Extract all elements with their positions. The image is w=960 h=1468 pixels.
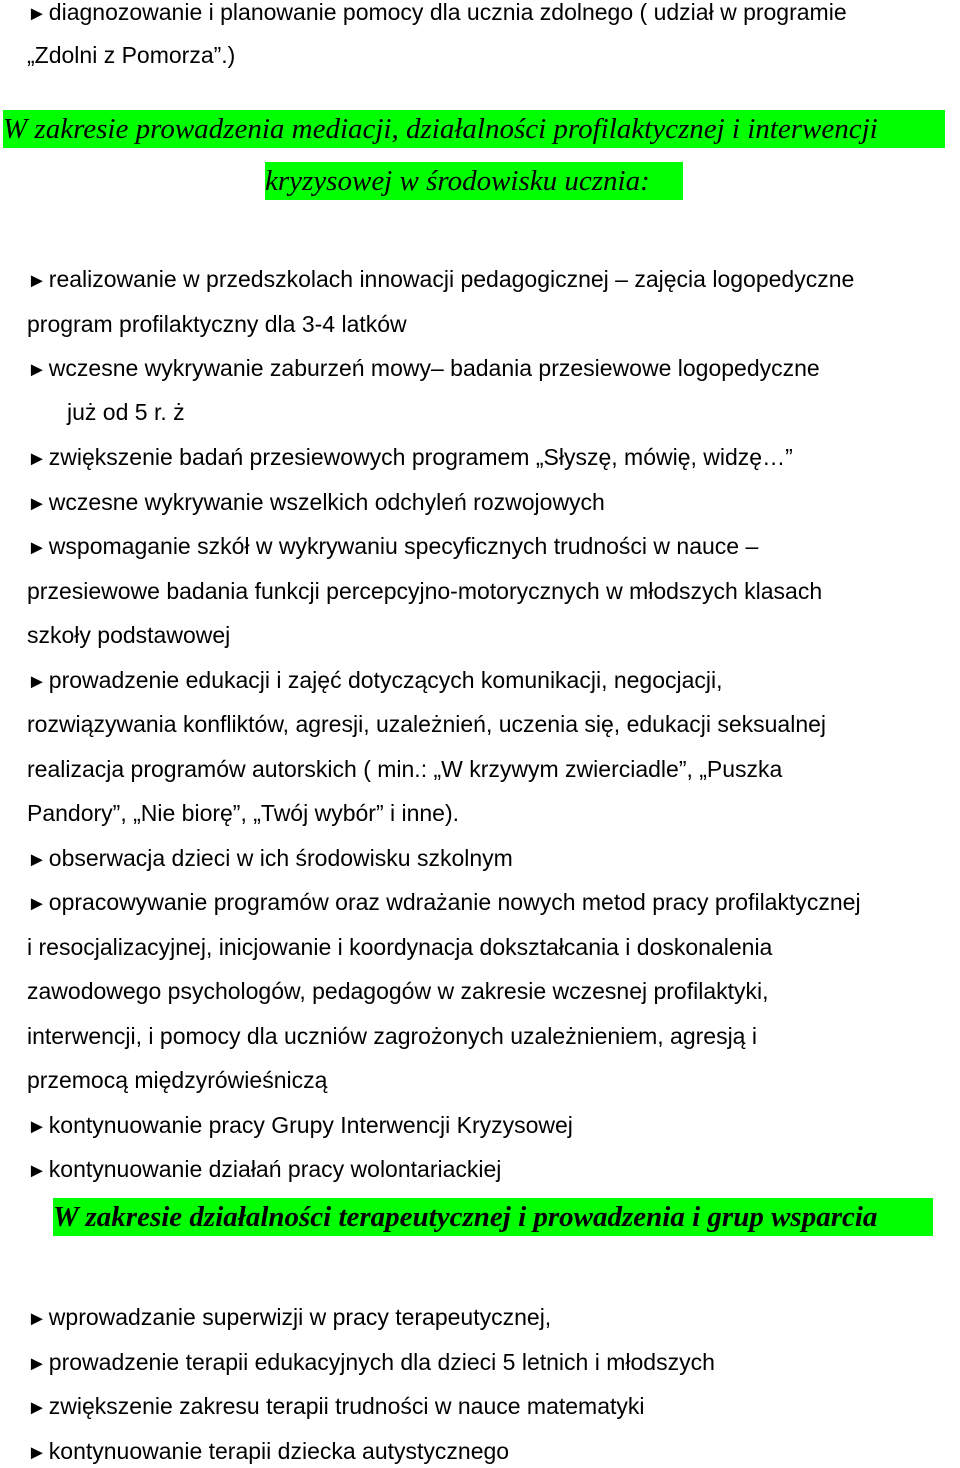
text-line: już od 5 r. ż: [67, 399, 185, 425]
text-line: interwencji, i pomocy dla uczniów zagrożonych uzależnieniem, agresją i: [27, 1023, 757, 1049]
text-line: program profilaktyczny dla 3-4 latków: [27, 311, 407, 337]
list-item: ►wprowadzanie superwizji w pracy terapeutycznej,: [27, 1304, 552, 1330]
section-heading-mediation-line-1: W zakresie prowadzenia mediacji, działalności profilaktycznej i interwencji: [3, 110, 945, 148]
bullet-arrow-icon: ►: [27, 849, 47, 871]
bullet-arrow-icon: ►: [27, 448, 47, 470]
list-item: ►prowadzenie terapii edukacyjnych dla dzieci 5 letnich i młodszych: [27, 1349, 715, 1375]
list-item: ►kontynuowanie działań pracy wolontariackiej: [27, 1156, 502, 1182]
list-item: ►opracowywanie programów oraz wdrażanie nowych metod pracy profilaktycznej: [27, 889, 861, 915]
bullet-arrow-icon: ►: [27, 1442, 47, 1464]
bullet-arrow-icon: ►: [27, 1353, 47, 1375]
list-item: ►wspomaganie szkół w wykrywaniu specyficznych trudności w nauce –: [27, 533, 759, 559]
bullet-arrow-icon: ►: [27, 1160, 47, 1182]
bullet-arrow-icon: ►: [27, 270, 47, 292]
bullet-arrow-icon: ►: [27, 359, 47, 381]
bullet-arrow-icon: ►: [27, 1308, 47, 1330]
list-item: ►zwiększenie zakresu terapii trudności w nauce matematyki: [27, 1393, 645, 1419]
intro-line-1: ►diagnozowanie i planowanie pomocy dla ucznia zdolnego ( udział w programie: [27, 0, 847, 25]
text-line: zawodowego psychologów, pedagogów w zakresie wczesnej profilaktyki,: [27, 978, 769, 1004]
bullet-arrow-icon: ►: [27, 537, 47, 559]
list-item: ►zwiększenie badań przesiewowych programem „Słyszę, mówię, widzę…”: [27, 444, 793, 470]
list-item: ►wczesne wykrywanie zaburzeń mowy– badania przesiewowe logopedyczne: [27, 355, 820, 381]
bullet-arrow-icon: ►: [27, 1116, 47, 1138]
bullet-arrow-icon: ►: [27, 493, 47, 515]
text-line: przemocą międzyrówieśniczą: [27, 1067, 328, 1093]
text-line: szkoły podstawowej: [27, 622, 231, 648]
list-item: ►prowadzenie edukacji i zajęć dotyczących komunikacji, negocjacji,: [27, 667, 723, 693]
intro-line-2: „Zdolni z Pomorza”.): [27, 42, 236, 68]
bullet-arrow-icon: ►: [27, 3, 47, 25]
text-line: Pandory”, „Nie biorę”, „Twój wybór” i inne).: [27, 800, 460, 826]
list-item: ►realizowanie w przedszkolach innowacji pedagogicznej – zajęcia logopedyczne: [27, 266, 855, 292]
text-line: i resocjalizacyjnej, inicjowanie i koordynacja dokształcania i doskonalenia: [27, 934, 773, 960]
list-item: ►kontynuowanie terapii dziecka autystycznego: [27, 1438, 510, 1464]
bullet-arrow-icon: ►: [27, 671, 47, 693]
section-heading-therapy: W zakresie działalności terapeutycznej i prowadzenia i grup wsparcia: [53, 1198, 933, 1236]
text-line: rozwiązywania konfliktów, agresji, uzależnień, uczenia się, edukacji seksualnej: [27, 711, 827, 737]
bullet-arrow-icon: ►: [27, 1397, 47, 1419]
text-line: przesiewowe badania funkcji percepcyjno-motorycznych w młodszych klasach: [27, 578, 823, 604]
text-line: realizacja programów autorskich ( min.: „W krzywym zwierciadle”, „Puszka: [27, 756, 783, 782]
list-item: ►wczesne wykrywanie wszelkich odchyleń rozwojowych: [27, 489, 605, 515]
section-heading-mediation-line-2: kryzysowej w środowisku ucznia:: [265, 162, 683, 200]
bullet-arrow-icon: ►: [27, 893, 47, 915]
list-item: ►kontynuowanie pracy Grupy Interwencji Kryzysowej: [27, 1112, 573, 1138]
list-item: ►obserwacja dzieci w ich środowisku szkolnym: [27, 845, 513, 871]
